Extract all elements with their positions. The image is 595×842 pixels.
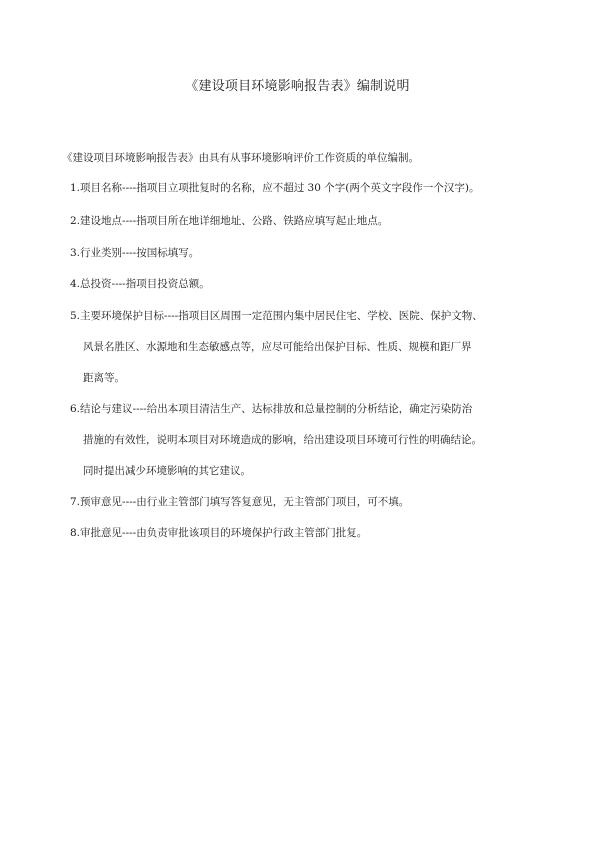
list-item-text: 结论与建议----给出本项目清洁生产、达标排放和总量控制的分析结论，确定污染防治 — [80, 403, 473, 415]
list-item-number: 8. — [70, 527, 81, 539]
list-item-text: 审批意见----由负责审批该项目的环境保护行政主管部门批复。 — [80, 527, 368, 539]
list-item-number: 1. — [70, 182, 81, 194]
list-item-7 — [70, 494, 409, 510]
list-item-5-line-2: 风景名胜区、水源地和生态敏感点等，应尽可能给出保护目标、性质、规模和距厂界 — [83, 341, 472, 353]
list-item-number: 5. — [70, 310, 81, 322]
list-item-4 — [70, 276, 210, 292]
list-item-2 — [70, 213, 388, 229]
list-item-1 — [70, 180, 479, 196]
list-item-3 — [70, 245, 199, 261]
list-item-number: 7. — [70, 496, 81, 508]
list-item-number: 6. — [70, 403, 81, 415]
list-item-text: 主要环境保护目标----指项目区周围一定范围内集中居民住宅、学校、医院、保护文物、 — [80, 310, 483, 322]
list-item-text: 建设地点----指项目所在地详细地址、公路、铁路应填写起止地点。 — [80, 215, 389, 227]
list-item-text: 预审意见----由行业主管部门填写答复意见，无主管部门项目，可不填。 — [80, 496, 410, 508]
page-title: 《建设项目环境影响报告表》编制说明 — [185, 79, 410, 94]
list-item-5 — [70, 308, 483, 324]
list-item-6 — [70, 401, 472, 417]
list-item-8 — [70, 525, 367, 541]
list-item-number: 3. — [70, 247, 81, 259]
list-item-6-line-3: 同时提出减少环境影响的其它建议。 — [83, 465, 251, 477]
list-item-6-line-2: 措施的有效性，说明本项目对环境造成的影响，给出建设项目环境可行性的明确结论。 — [83, 434, 482, 446]
list-item-5-line-3: 距离等。 — [83, 372, 125, 384]
list-item-text: 行业类别----按国标填写。 — [80, 247, 200, 259]
list-item-number: 2. — [70, 215, 81, 227]
list-item-number: 4. — [70, 278, 81, 290]
intro-paragraph: 《建设项目环境影响报告表》由具有从事环境影响评价工作资质的单位编制。 — [62, 152, 419, 164]
list-item-text: 总投资----指项目投资总额。 — [80, 278, 210, 290]
list-item-text: 项目名称----指项目立项批复时的名称，应不超过 30 个字(两个英文字段作一个汉字)。 — [80, 182, 480, 194]
